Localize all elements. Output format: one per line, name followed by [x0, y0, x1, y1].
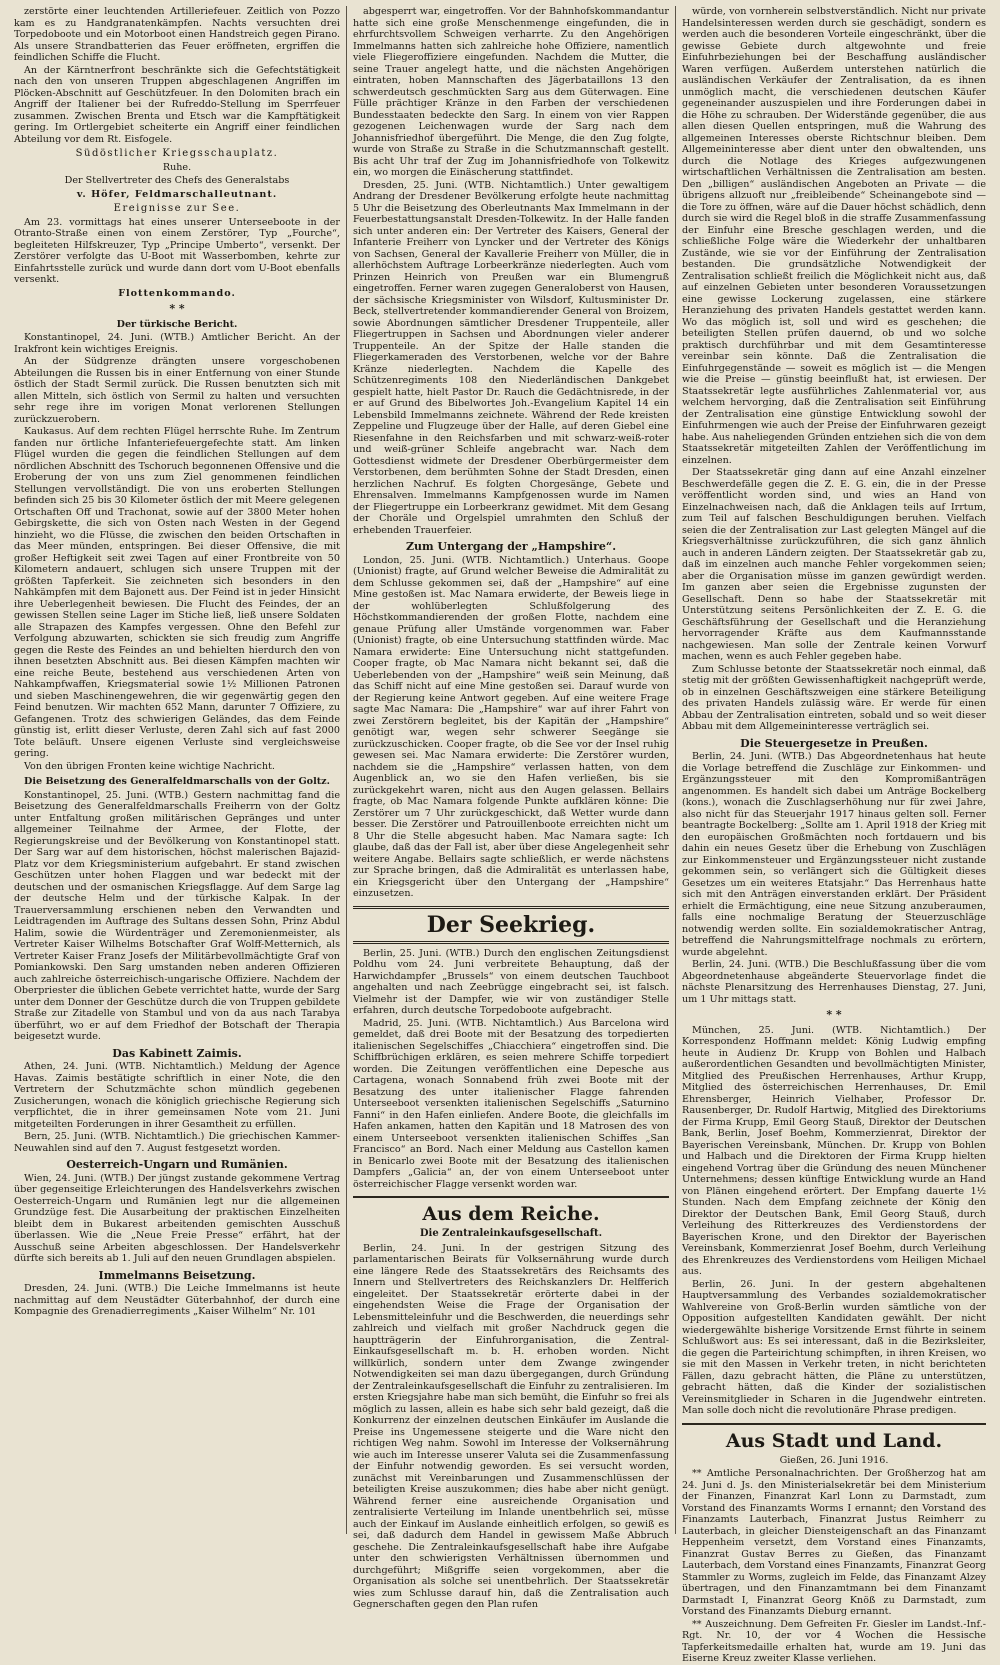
article-paragraph: Der Staatssekretär ging dann auf eine Anzahl einzelner Beschwerdefälle gegen die Z. E. G. ein, die in der Presse veröffentlicht worden sind, und wies an Hand von Einzelnachweisen nach, daß die Anklagen teils auf Irrtum, zum Teil auf falschen Beschuldigungen beruhen. Vielfach seien die der Zentralisation zur Last gelegten Mängel auf die Kriegsverhältnisse zurückzuführen, die sich ganz ähnlich auch in anderen Ländern zeigten. Der Staatssekretär gab zu, daß im einzelnen auch manche Fehler vorgekommen seien; aber die Organisation müsse im ganzen gewürdigt werden. Im ganzen aber seien die Ergebnisse zugunsten der Gesellschaft. Denn so habe der Staatssekretär mit Unterstützung seitens Persönlichkeiten der Z. E. G. die Geschäftsführung der Gesellschaft und die Heranziehung hervorragender Kräfte aus dem Kaufmannsstande nachgewiesen. Man solle der Zentrale keinen Vorwurf machen, wenn es auch Fehler gegeben habe. — [682, 467, 986, 662]
article-paragraph: An der Kärntnerfront beschränkte sich die Gefechtstätigkeit nach den von unseren Truppen abgeschlagenen Angriffen im Plöcken-Abschnitt auf Geschützfeuer. In den Dolomiten brach ein Angriff der Italiener bei der Rufreddo-Stellung im Sperrfeuer zusammen. Zwischen Brenta und Etsch war die Kampftätigkeit gering. Im Ortlergebiet scheiterte ein Angriff einer feindlichen Abteilung vor dem Rt. Eisfogele. — [14, 64, 340, 145]
article-paragraph: Konstantinopel, 25. Juni. (WTB.) Gestern nachmittag fand die Beisetzung des Generalfeldmarschalls Freiherrn von der Goltz unter Entfaltung großen militärischen Gepränges und unter allgemeiner Teilnahme der Armee, der Flotte, der Regierungskreise und der Bevölkerung von Konstantinopel statt. Der Sarg war auf dem historischen, höchst malerischen Bajazid-Platz vor dem Kriegsministerium aufgebahrt. Er stand zwischen Geschützen unter hohen Flaggen und war bedeckt mit der deutschen und der osmanischen Kriegsflagge. Auf dem Sarge lag der deutsche Helm und der türkische Kalpak. In der Trauerversammlung erschienen neben den Verwandten und Leidtragenden im Auftrage des Sultans dessen Sohn, Prinz Abdul Halim, sowie die Würdenträger und Zeremonienmeister, als Vertreter Kaiser Wilhelms Botschafter Graf Wolff-Metternich, als Vertreter Kaiser Franz Josefs der Militärbevollmächtigte Graf von Pomiankowski. Den Sarg umstanden neben anderen Offizieren auch zahlreiche österreichisch-ungarische Offiziere. Nachdem der Oberpriester die üblichen Gebete verrichtet hatte, wurde der Sarg unter dem Donner der Geschütze durch die von Truppen gebildete Straße zur Zitadelle von Stambul und von da aus nach Tarabya überführt, wo er auf dem Friedhof der Botschaft der Therapia beigesetzt wurde. — [14, 789, 340, 1042]
report-note: Ruhe. — [162, 161, 192, 173]
article-paragraph: Wien, 24. Juni. (WTB.) Der jüngst zustande gekommene Vertrag über gegenseitige Erleichterungen des Handelsverkehrs zwischen Oesterreich-Ungarn und Rumänien legt nur die allgemeinen Grundzüge fest. Die Ausarbeitung der praktischen Einzelheiten bleibt dem in Bukarest arbeitenden gemischten Ausschuß überlassen. Wie die „Neue Freie Presse“ erfährt, hat der Ausschuß seine Arbeiten abgeschlossen. Der Handelsverkehr dürfte sich bereits ab 1. Juli auf den neuen Grundlagen abspielen. — [14, 1172, 340, 1264]
article-paragraph: Konstantinopel, 24. Juni. (WTB.) Amtlicher Bericht. An der Irakfront kein wichtiges Ereignis. — [14, 332, 340, 355]
article-headline: Die Beisetzung des Generalfeldmarschalls von der Goltz. — [24, 776, 330, 787]
article-paragraph: Von den übrigen Fronten keine wichtige Nachricht. — [24, 760, 275, 772]
article-paragraph: Berlin, 25. Juni. (WTB.) Durch den englischen Zeitungsdienst Poldhu vom 24. Juni verbreitete Behauptung, daß der Harwichdampfer „Brussels“ von einem deutschen Tauchboot angehalten und nach Zeebrügge eingebracht sei, ist falsch. Vielmehr ist der Dampfer, wie wir von zuständiger Stelle erfahren, durch deutsche Torpedoboote aufgebracht. — [353, 947, 669, 1016]
article-paragraph: ** Amtliche Personalnachrichten. Der Großherzog hat am 24. Juni d. Js. den Ministerialsekretär bei dem Ministerium der Finanzen, Finanzrat Karl Lonn zu Darmstadt, zum Vorstand des Finanzamts Worms I ernannt; den Vorstand des Finanzamts Lauterbach, Finanzrat Justus Reimherr zu Lauterbach, in gleicher Diensteigenschaft an das Finanzamt Heppenheim versetzt, dem Vorstand eines Finanzamts, Finanzrat Gustav Berres zu Gießen, das Finanzamt Lauterbach, dem Vorstand eines Finanzamts, Finanzrat Georg Stammler zu Worms, zugleich im Felde, das Finanzamt Alzey übertragen, und den Finanzamtmann bei dem Finanzamt Darmstadt I, Finanzrat Georg Knöß zu Darmstadt, zum Vorstand des Finanzamts Dieburg ernannt. — [682, 1468, 986, 1617]
section-heading: Ereignisse zur See. — [113, 203, 241, 214]
article-paragraph: München, 25. Juni. (WTB. Nichtamtlich.) Der Korrespondenz Hoffmann meldet: König Ludwig empfing heute in Audienz Dr. Krupp von Bohlen und Halbach außerordentlichen Gesandten und bevollmächtigten Minister, Mitglied des Preußischen Herrenhauses, Arthur Krupp, Mitglied des österreichischen Herrenhauses, Dr. Emil Ehrensberger, Heinrich Vielhaber, Professor Dr. Rausenberger, Dr. Rudolf Hartwig, Mitglied des Direktoriums der Firma Krupp, Emil Georg Stauß, Direktor der Deutschen Bank, Berlin, Josef Boehm, Kommerzienrat, Direktor der Bayerischen Vereinsbank, München. Dr. Krupp von Bohlen und Halbach und die Direktoren der Firma Krupp hielten eingehend Vortrag über die Gründung des neuen Münchener Unternehmens; dessen künftige Entwicklung wurde an Hand von Plänen eingehend erörtert. Der Empfang dauerte 1½ Stunden. Nach dem Empfang zeichnete der König den Direktor der Deutschen Bank, Emil Georg Stauß, durch Verleihung des Ritterkreuzes des Verdienstordens der Bayerischen Krone, und den Direktor der Bayerischen Vereinsbank, Kommerzienrat Josef Boehm, durch Verleihung des Ehrenkreuzes des Verdienstordens vom Heiligen Michael aus. — [682, 1024, 986, 1277]
article-paragraph: Dresden, 25. Juni. (WTB. Nichtamtlich.) Unter gewaltigem Andrang der Dresdener Bevölkerung erfolgte heute nachmittag 5 Uhr die Beisetzung des Oberleutnants Max Immelmann in der Feuerbestattungsanstalt Dresden-Tolkewitz. In der Halle fanden sich unter anderen ein: Der Vertreter des Kaisers, General der Infanterie Freiherr von Lyncker und der Vertreter des Königs von Sachsen, General der Kavallerie Freiherr von Müller, die in allerhöchstem Auftrage Lorbeerkränze niederlegten. Auch vom Prinzen Heinrich von Preußen war ein Blumengruß eingetroffen. Ferner waren zugegen Generaloberst von Hausen, der sächsische Kriegsminister von Wilsdorf, Kultusminister Dr. Beck, stellvertretender kommandierender General von Broizem, sowie Abordnungen sämtlicher Dresdener Truppenteile, aller Fliegertruppen in Sachsen und Abordnungen vieler anderer Truppenteile. An der Spitze der Halle standen die Fliegerkameraden des Verstorbenen, welche vor der Bahre Kränze niederlegten. Nachdem die Kapelle des Schützenregiments 108 den Niederländischen Dankgebet gespielt hatte, hielt Pastor Dr. Rauch die Gedächtnisrede, in der er auf Grund des Bibelwortes Joh.-Evangelium Kapitel 14 ein Lebensbild Immelmanns zeichnete. Während der Rede kreisten Zeppeline und Flugzeuge über der Halle, auf deren Giebel eine Riesenfahne in den Reichsfarben und mit schwarz-weiß-roter und weiß-grüner Schleife angebracht war. Nach dem Gottesdienst widmete der Dresdener Oberbürgermeister dem Verstorbenen, dem berühmten Sohne der Stadt Dresden, einen herzlichen Nachruf. Es folgten Chorgesänge, Gebete und Ehrensalven. Immelmanns Kampfgenossen wurde im Namen der Fliegertruppe ein Lorbeerkranz gewidmet. Mit dem Gesang der Choräle und Orgelspiel umrahmten den Schluß der erhebenden Trauerfeier. — [353, 179, 669, 536]
article-paragraph: Berlin, 24. Juni. (WTB.) Die Beschlußfassung über die vom Abgeordnetenhause abgeänderte Steuervorlage findet die nächste Plenarsitzung des Herrenhauses Dienstag, 27. Juni, um 1 Uhr mittags statt. — [682, 959, 986, 1005]
separator-stars: * * — [169, 302, 185, 315]
article-headline: Der türkische Bericht. — [116, 318, 238, 330]
article-headline: Das Kabinett Zaimis. — [112, 1046, 242, 1060]
column-right — [676, 6, 992, 1664]
article-paragraph: Bern, 25. Juni. (WTB. Nichtamtlich.) Die griechischen Kammer-Neuwahlen sind auf den 7. August festgesetzt worden. — [14, 1131, 340, 1154]
article-paragraph: Berlin, 24. Juni. (WTB.) Das Abgeordnetenhaus hat heute die Vorlage betreffend die Zuschläge zur Einkommen- und Ergänzungssteuer mit den Kompromißanträgen angenommen. Es handelt sich dabei um Anträge Bockelberg (kons.), wonach die Zuschlagserhöhung nur für zwei Jahre, also nicht für das Steuerjahr 1917 hinaus gelten soll. Ferner beantragte Bockelberg: „Sollte am 1. April 1918 der Krieg mit den europäischen Großmächten noch fortdauern und bis dahin ein neues Gesetz über die Erhebung von Zuschlägen zur Einkommensteuer und Ergänzungssteuer nicht zustande gekommen sein, so verlängert sich die Gültigkeit dieses Gesetzes um ein weiteres Etatsjahr.“ Das Herrenhaus hatte sich mit den Anträgen einverstanden erklärt. Der Präsident erhielt die Ermächtigung, eine neue Sitzung anzuberaumen, falls eine nochmalige Beratung der Steuerzuschläge notwendig werden sollte. Ein sozialdemokratischer Antrag, betreffend die Nahrungsmittelfrage nochmals zu erörtern, wurde abgelehnt. — [682, 751, 986, 958]
column-middle — [346, 6, 676, 1610]
article-headline: Die Steuergesetze in Preußen. — [740, 736, 928, 750]
article-headline: Oesterreich-Ungarn und Rumänien. — [66, 1158, 288, 1171]
article-paragraph: Berlin, 26. Juni. In der gestern abgehaltenen Hauptversammlung des Verbandes sozialdemokratischer Wahlvereine von Groß-Berlin wurden sämtliche von der Opposition aufgestellten Kandidaten gewählt. Der nicht wiedergewählte bisherige Vorsitzende Ernst führte in seinem Schlußwort aus: Es sei interessant, daß in die Bezirksleiter, die gegen die Parteirichtung schimpften, in ihren Kreisen, wo sie mit den Massen in Verkehr treten, in nicht berichteten Fällen, dazu gebracht hätten, die Pläne zu unterstützen, gebracht hätten, daß die Kinder der sozialistischen Vereinsmitglieder in Scharen in die Jugendwehr eintreten. Man solle doch nicht die revolutionäre Phrase predigen. — [682, 1278, 986, 1416]
report-signature: Flottenkommando. — [118, 287, 236, 299]
article-paragraph: Am 23. vormittags hat eines unserer Unterseeboote in der Otranto-Straße einen von einem Zerstörer, Typ „Fourche“, begleiteten Hilfskreuzer, Typ „Principe Umberto“, versenkt. Der Zerstörer verfolgte das U-Boot mit Wasserbomben, kehrte zur Einfahrtsstelle zurück und wurde dann dort vom U-Boot ebenfalls versenkt. — [14, 216, 340, 285]
separator-stars: * * — [826, 1008, 842, 1021]
article-paragraph: zerstörte einer leuchtenden Artilleriefeuer. Zeitlich von Pozzo kam es zu Handgranatenkämpfen. Nachts versuchten drei Torpedoboote und ein Motorboot einen Handstreich gegen Pirano. Als unsere Strandbatterien das Feuer eröffneten, ergriffen die feindlichen Schiffe die Flucht. — [14, 6, 340, 63]
article-paragraph: Athen, 24. Juni. (WTB. Nichtamtlich.) Meldung der Agence Havas. Zaimis bestätigte schriftlich in einer Note, die den Vertretern der Schutzmächte schon mündlich gegebenen Zusicherungen, wonach die königlich griechische Regierung sich verpflichtet, die in ihrer gemeinsamen Note vom 21. Juni mitgeteilten Forderungen in ihrer Gesamtheit zu erfüllen. — [14, 1061, 340, 1130]
section-title: Der Seekrieg. — [353, 906, 669, 944]
report-signature: v. Höfer, Feldmarschalleutnant. — [76, 188, 278, 200]
dateline: Gießen, 26. Juni 1916. — [779, 1454, 889, 1466]
section-title: Aus Stadt und Land. — [682, 1423, 986, 1453]
article-headline: Die Zentraleinkaufsgesellschaft. — [419, 1228, 603, 1239]
report-signature: Der Stellvertreter des Chefs des Generalstabs — [64, 175, 290, 186]
article-paragraph: An der Südgrenze drängten unsere vorgeschobenen Abteilungen die Russen bis in einer Entfernung von einer Stunde östlich der Stadt Sermil zurück. Die Russen benutzten sich mit allen Mitteln, sich östlich von Sermil zu halten und versuchten sehr rege ihre im vorigen Monat verlorenen Stellungen zurückzuerobern. — [14, 356, 340, 425]
section-heading: Südöstlicher Kriegsschauplatz. — [75, 148, 279, 159]
article-paragraph: Dresden, 24. Juni. (WTB.) Die Leiche Immelmanns ist heute nachmittag auf dem Neustädter Güterbahnhof, der durch eine Kompagnie des Grenadierregiments „Kaiser Wilhelm“ Nr. 101 — [14, 1283, 340, 1317]
article-paragraph: Berlin, 24. Juni. In der gestrigen Sitzung des parlamentarischen Beirats für Volksernährung wurde durch eine längere Rede des Staatssekretärs des Reichsamts des Innern und Stellvertreters des Reichskanzlers Dr. Helfferich eingeleitet. Der Staatssekretär erörterte dabei in der eingehendsten Weise die Frage der Organisation der Lebensmitteleinfuhr und die Beschwerden, die neuerdings sehr zahlreich und vielfach mit großer Nachdruck gegen die hauptträgerin der Einfuhrorganisation, die Zentral-Einkaufsgesellschaft m. b. H. erhoben worden. Nicht willkürlich, sondern unter dem Zwange zwingender Notwendigkeiten sei man dazu übergegangen, durch Gründung der Zentraleinkaufsgesellschaft die Einfuhr zu zentralisieren. Im ersten Kriegsjahre habe man sich bemüht, die Einfuhr so frei als möglich zu lassen, allein es habe sich sehr bald gezeigt, daß die Konkurrenz der einzelnen deutschen Einkäufer im Auslande die Preise ins Ungemessene steigerte und die Ware nicht den richtigen Weg nahm. Sowohl im Interesse der Volksernährung wie auch im Interesse unserer Valuta sei die Zusammenfassung der Einfuhr notwendig geworden. Es sei versucht worden, zunächst mit Vereinbarungen und Zusammenschlüssen der beteiligten Kreise auszukommen; dies habe aber nicht genügt. Während ferner eine ausreichende Organisation und zentralisierte Verteilung im Inlande unentbehrlich sei, müsse auch der Einkauf im Auslande einheitlich erfolgen, so gewiß es sei, daß dadurch dem Handel in gewissem Maße Abbruch geschehe. Die Zentraleinkaufsgesellschaft habe ihre Aufgabe unter den schwierigsten Verhältnissen übernommen und durchgeführt; Mißgriffe seien vorgekommen, aber die Organisation als solche sei unentbehrlich. Der Staatssekretär wies zum Schlusse darauf hin, daß die Zentralisation auch Gegnerschaften gegen den Plan rufen — [353, 1242, 669, 1610]
article-paragraph: Kaukasus. Auf dem rechten Flügel herrschte Ruhe. Im Zentrum fanden nur örtliche Infanteriefeuergefechte statt. Am linken Flügel wurden die gegen die feindlichen Stellungen auf dem nördlichen Abschnitt des Tschoruch begonnenen Offensive und die Eroberung der von uns zum Ziel genommenen feindlichen Stellungen vervollständigt. Die von uns eroberten Stellungen befinden sich 25 bis 30 Kilometer östlich der mit Meere gelegenen Ortschaften Off und Trachonat, sowie auf der 3800 Meter hohen Gebirgskette, die sich von Osten nach Westen in der Gegend hinzieht, wo die Flüsse, die zwischen den beiden Ortschaften in das Meer münden, entspringen. Bei dieser Offensive, die mit großer Heftigkeit seit zwei Tagen auf einer Frontbreite von 50 Kilometern andauert, schlugen sich unsere Truppen mit der größten Tapferkeit. Sie zeichneten sich besonders in den Nahkämpfen mit dem Bajonett aus. Der Feind ist in jeder Hinsicht ihre Ueberlegenheit bewiesen. Die Flucht des Feindes, der an gewissen Stellen seine Lager im Stiche ließ, ließ unsere Soldaten alle Strapazen des Kampfes vergessen. Ohne den Befehl zur Verfolgung abzuwarten, schickten sie sich freudig zum Angriffe gegen die Reste des Feindes an und behielten hierdurch den von ihnen besetzten Abschnitt aus. Bei diesen Kämpfen machten wir eine reiche Beute, bestehend aus verschiedenen Arten von Nahkampfwaffen, Kriegsmaterial sowie 1½ Millionen Patronen und sieben Maschinengewehren, die wir gegenwärtig gegen den Feind benutzen. Wir machten 652 Mann, darunter 7 Offiziere, zu Gefangenen. Trotz des schwierigen Geländes, das dem Feinde günstig ist, erlitt dieser Verluste, deren Zahl sich auf fast 2000 Tote beläuft. Unsere eigenen Verluste sind vergleichsweise gering. — [14, 426, 340, 759]
article-paragraph: abgesperrt war, eingetroffen. Vor der Bahnhofskommandantur hatte sich eine große Menschenmenge eingefunden, die in ehrfurchtsvollem Schweigen verharrte. Zu den Angehörigen Immelmanns hatten sich zahlreiche hohe Offiziere, namentlich viele Fliegeroffiziere eingefunden. Nachdem die Mutter, die seine Trauer angelegt hatte, und die nächsten Angehörigen eintraten, hoben Mannschaften des Jägerbataillons 13 den schwerdeutsch geschmückten Sarg aus dem Güterwagen. Eine Fülle prächtiger Kränze in den Farben der verschiedenen Bundesstaaten bedeckte den Sarg. In einem von vier Rappen gezogenen Leichenwagen wurde der Sarg nach dem Johannisfriedhof übergeführt. Die Menge, die den Zug folgte, wurde von Straße zu Straße in die Schutzmannschaft gestellt. Bis acht Uhr traf der Zug im Johannisfriedhofe von Tolkewitz ein, wo morgen die Einäscherung stattfindet. — [353, 6, 669, 178]
article-paragraph: ** Auszeichnung. Dem Gefreiten Fr. Giesler im Landst.-Inf.-Rgt. Nr. 10, der vor 4 Wochen die Hessische Tapferkeitsmedaille erhalten hat, wurde am 19. Juni das Eiserne Kreuz zweiter Klasse verliehen. — [682, 1618, 986, 1664]
article-paragraph: Madrid, 25. Juni. (WTB. Nichtamtlich.) Aus Barcelona wird gemeldet, daß drei Boote mit der Besatzung des torpedierten italienischen Segelschiffes „Chiacchiera“ eingetroffen sind. Die Schiffbrüchigen erklären, es seien mehrere Schiffe torpediert worden. Die Zeitungen veröffentlichen eine Depesche aus Cartagena, wonach Sonnabend früh zwei Boote mit der Besatzung des unter italienischer Flagge fahrenden Unterseeboot versenkten italienischen Segelschiffs „Saturnino Fanni“ in den Hafen einliefen. Andere Boote, die gleichfalls im Hafen ankamen, hatten den Kapitän und 18 Matrosen des von einem Unterseeboot versenkten italienischen Schiffes „San Francisco“ an Bord. Nach einer Meldung aus Castellon kamen in Benicarlo zwei Boote mit der Besatzung des italienischen Dampfers „Galicia“ an, der von einem Unterseeboot unter österreichischer Flagge versenkt worden war. — [353, 1017, 669, 1190]
article-headline: Zum Untergang der „Hampshire“. — [405, 540, 617, 553]
section-title: Aus dem Reiche. — [353, 1196, 669, 1226]
column-left — [8, 6, 346, 1534]
article-paragraph: London, 25. Juni. (WTB. Nichtamtlich.) Unterhaus. Goope (Unionist) fragte, auf Grund welcher Beweise die Admiralität zu dem Schlusse gekommen sei, daß der „Hampshire“ auf eine Mine gestoßen ist. Mac Namara erwiderte, der Beweis liege in der wohlüberlegten Schlußfolgerung des Höchstkommandierenden der großen Flotte, nachdem eine genaue Prüfung aller Umstände vorgenommen war. Faber (Unionist) fragte, ob eine Untersuchung stattfinden würde. Mac Namara erwiderte: Eine Untersuchung nicht stattgefunden. Cooper fragte, ob Mac Namara nicht bekannt sei, daß die Ueberlebenden von der „Hampshire“ weiß sein Meinung, daß das Schiff nicht auf eine Mine gestoßen sei. Darauf wurde von der Regierung keine Antwort gegeben. Auf eine weitere Frage sagte Mac Namara: Die „Hampshire“ war auf ihrer Fahrt von zwei Zerstörern begleitet, bis der Kapitän der „Hampshire“ genötigt war, wegen sehr schwerer Seegänge sie zurückzuschicken. Cooper fragte, ob die See vor der Insel ruhig gewesen sei. Mac Namara erwiderte: Die Zerstörer wurden, nachdem sie die „Hampshire“ verlassen hatten, von dem Augenblick an, wo sie den Hafen verließen, bis sie zurückgekehrt waren, nicht aus den Augen gelassen. Bellairs fragte, ob Mac Namara folgende Punkte aufklären könne: Die Zerstörer um 7 Uhr zurückgeschickt, daß Wetter wurde dann besser. Die Zerstörer und Patrouillenboote erreichten nicht um 8 Uhr die Stelle abgesucht haben. Mac Namara sagte: Ich glaube, daß das der Fall ist, aber über diese Angelegenheit sehr weitere Angabe. Bellairs sagte schließlich, er werde nächstens zur Sprache bringen, daß die Admiralität es unterlassen habe, ein Kriegsgericht über den Untergang der „Hampshire“ einzusetzen. — [353, 554, 669, 899]
article-paragraph: würde, von vornherein selbstverständlich. Nicht nur private Handelsinteressen werden durch sie geschädigt, sondern es werden auch die besonderen Vorteile eingeschränkt, über die gewisse Gebiete durch altgewohnte und freie Einfuhrbeziehungen bei der Beschaffung ausländischer Waren verfügen. Außerdem unterstehen natürlich die ausländischen Verkäufer der Zentralisation, da es ihnen unmöglich macht, die verschiedenen deutschen Käufer gegeneinander auszuspielen und ihre Forderungen dabei in die Höhe zu schrauben. Der Widerstände gegenüber, die aus allen diesen Quellen entspringen, muß die Wahrung des allgemeinen Interesses oberste Richtschnur bleiben. Dem Allgemeininteresse aber dient unter den obwaltenden, uns durch die Notlage des Krieges aufgezwungenen wirtschaftlichen Verhältnissen die Zentralisation am besten. Den „billigen“ ausländischen Angeboten an Private — die übrigens allzuoft nur „freibleibende“ Scheinangebote sind — die Tore zu öffnen, wäre auf die Dauer höchst schädlich, denn durch sie wird die Regel bloß in die straffe Zusammenfassung der Einfuhr eine Bresche geschlagen werden, und die schließliche Folge wäre die Wiederkehr der unhaltbaren Zustände, wie sie vor der Einführung der Zentralisation bestanden. Die grundsätzliche Notwendigkeit der Zentralisation schließt freilich die Möglichkeit nicht aus, daß auf einzelnen Gebieten unter besonderen Voraussetzungen eine gewisse Lockerung zugelassen, eine stärkere Heranziehung des privaten Handels gestattet werden kann. Wo das möglich ist, soll und wird es geschehen; die beteiligten Stellen prüfen dauernd, ob und wo solche praktisch durchführbar und mit dem Gesamtinteresse vereinbar sein könnte. Daß die Zentralisation die Einfuhrgegenstände — soweit es möglich ist — die Mengen wie die Preise — günstig beeinflußt hat, ist erwiesen. Der Staatssekretär legte ausführliches Zahlenmaterial vor, aus welchem hervorging, daß die Zentralisation seit Einführung der Zentralisation eine günstige Entwicklung sowohl der Einfuhrmengen wie auch der Preise der Einfuhrwaren gezeigt habe. Aus naheliegenden Gründen entziehen sich die von dem Staatssekretär mitgeteilten Zahlen der Veröffentlichung im einzelnen. — [682, 6, 986, 466]
article-headline: Immelmanns Beisetzung. — [98, 1268, 256, 1282]
article-paragraph: Zum Schlusse betonte der Staatssekretär noch einmal, daß stetig mit der größten Gewissenhaftigkeit nachgeprüft werde, ob in einzelnen Geschäftszweigen eine stärkere Beteiligung des privaten Handels zulässig wäre. Er werde für einen Abbau der Zentralisation eintreten, sobald und so weit dieser Abbau mit dem Allgemeininteresse verträglich sei. — [682, 663, 986, 732]
